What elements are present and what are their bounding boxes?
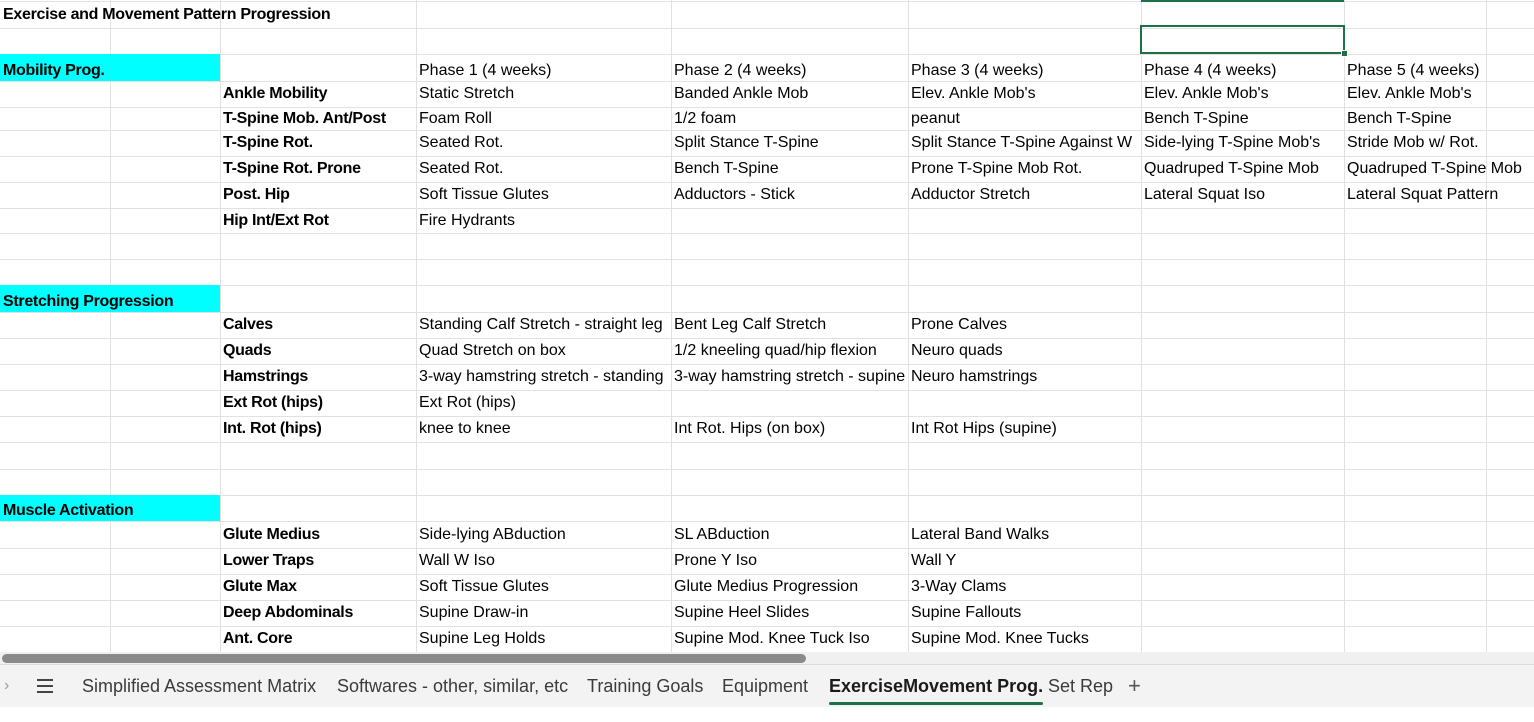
row-label[interactable]: Glute Max: [223, 578, 297, 595]
row-label[interactable]: Deep Abdominals: [223, 604, 354, 621]
exercise-cell[interactable]: knee to knee: [419, 420, 511, 437]
exercise-cell[interactable]: Soft Tissue Glutes: [419, 186, 549, 203]
exercise-cell[interactable]: Bench T-Spine: [1347, 110, 1452, 127]
hamburger-menu-icon[interactable]: [36, 665, 54, 707]
phase-header[interactable]: Phase 5 (4 weeks): [1347, 62, 1480, 79]
phase-header[interactable]: Phase 2 (4 weeks): [674, 62, 807, 79]
phase-header[interactable]: Phase 4 (4 weeks): [1144, 62, 1277, 79]
plus-icon[interactable]: +: [1128, 673, 1141, 698]
exercise-cell[interactable]: Int Rot. Hips (on box): [674, 420, 826, 437]
exercise-cell[interactable]: Split Stance T-Spine Against W: [911, 134, 1133, 151]
selected-column-marker: [1141, 0, 1344, 2]
tab-exercise-movement-prog-label: ExerciseMovement Prog.: [829, 676, 1044, 696]
exercise-cell[interactable]: Fire Hydrants: [419, 212, 516, 229]
tab-simplified-assessment-matrix[interactable]: Simplified Assessment Matrix: [82, 676, 317, 696]
exercise-cell[interactable]: Supine Mod. Knee Tucks: [911, 630, 1089, 647]
row-label[interactable]: Int. Rot (hips): [223, 420, 322, 437]
row-gridline: [0, 285, 1534, 286]
row-label[interactable]: Calves: [223, 316, 273, 333]
exercise-cell[interactable]: Prone Calves: [911, 316, 1008, 333]
row-label[interactable]: T-Spine Rot. Prone: [223, 160, 361, 177]
exercise-cell[interactable]: Elev. Ankle Mob's: [911, 85, 1036, 102]
exercise-cell[interactable]: Neuro hamstrings: [911, 368, 1038, 385]
tab-training-goals[interactable]: Training Goals: [587, 676, 704, 696]
exercise-cell[interactable]: peanut: [911, 110, 960, 127]
exercise-cell[interactable]: SL ABduction: [674, 526, 770, 543]
exercise-cell[interactable]: Glute Medius Progression: [674, 578, 859, 595]
exercise-cell[interactable]: Wall Y: [911, 552, 957, 569]
phase-header[interactable]: Phase 1 (4 weeks): [419, 62, 552, 79]
exercise-cell[interactable]: Split Stance T-Spine: [674, 134, 819, 151]
sheet-tab-bar: [0, 664, 1534, 707]
column-gridline: [110, 0, 111, 652]
exercise-cell[interactable]: Seated Rot.: [419, 160, 504, 177]
exercise-cell[interactable]: Elev. Ankle Mob's: [1347, 85, 1472, 102]
exercise-cell[interactable]: Prone Y Iso: [674, 552, 758, 569]
exercise-cell[interactable]: 3-way hamstring stretch - supine: [674, 368, 906, 385]
exercise-cell[interactable]: Wall W Iso: [419, 552, 495, 569]
exercise-cell[interactable]: Supine Mod. Knee Tuck Iso: [674, 630, 870, 647]
exercise-cell[interactable]: Supine Leg Holds: [419, 630, 546, 647]
exercise-cell[interactable]: Quad Stretch on box: [419, 342, 566, 359]
exercise-cell[interactable]: Elev. Ankle Mob's: [1144, 85, 1269, 102]
exercise-cell[interactable]: 1/2 foam: [674, 110, 737, 127]
phase-header[interactable]: Phase 3 (4 weeks): [911, 62, 1044, 79]
exercise-cell[interactable]: Lateral Squat Pattern: [1347, 186, 1499, 203]
tab-softwares[interactable]: Softwares - other, similar, etc: [337, 676, 569, 696]
exercise-cell[interactable]: Adductor Stretch: [911, 186, 1031, 203]
section-header[interactable]: Mobility Prog.: [0, 54, 220, 81]
exercise-cell[interactable]: Bent Leg Calf Stretch: [674, 316, 827, 333]
row-gridline: [0, 495, 1534, 496]
row-label[interactable]: Hamstrings: [223, 368, 309, 385]
exercise-cell[interactable]: Standing Calf Stretch - straight leg: [419, 316, 663, 333]
row-label[interactable]: Post. Hip: [223, 186, 290, 203]
exercise-cell[interactable]: Supine Fallouts: [911, 604, 1022, 621]
tab-equipment[interactable]: Equipment: [722, 676, 809, 696]
row-gridline: [0, 442, 1534, 443]
exercise-cell[interactable]: Soft Tissue Glutes: [419, 578, 549, 595]
exercise-cell[interactable]: Ext Rot (hips): [419, 394, 516, 411]
tab-exercise-movement-prog[interactable]: [829, 665, 1043, 707]
exercise-cell[interactable]: Side-lying ABduction: [419, 526, 566, 543]
exercise-cell[interactable]: Prone T-Spine Mob Rot.: [911, 160, 1083, 177]
row-label[interactable]: Glute Medius: [223, 526, 320, 543]
row-label[interactable]: T-Spine Mob. Ant/Post: [223, 110, 386, 127]
exercise-cell[interactable]: Quadruped T-Spine Mob: [1144, 160, 1319, 177]
row-label[interactable]: Ext Rot (hips): [223, 394, 323, 411]
exercise-cell[interactable]: Banded Ankle Mob: [674, 85, 809, 102]
row-label[interactable]: T-Spine Rot.: [223, 134, 313, 151]
active-tab-indicator: [829, 702, 1043, 705]
exercise-cell[interactable]: Bench T-Spine: [674, 160, 779, 177]
horizontal-scrollbar-thumb[interactable]: [2, 654, 806, 663]
exercise-cell[interactable]: Bench T-Spine: [1144, 110, 1249, 127]
exercise-cell[interactable]: 1/2 kneeling quad/hip flexion: [674, 342, 877, 359]
chevron-right-icon[interactable]: ›: [4, 677, 10, 694]
row-gridline: [0, 259, 1534, 260]
row-label[interactable]: Ankle Mobility: [223, 85, 328, 102]
exercise-cell[interactable]: Seated Rot.: [419, 134, 504, 151]
exercise-cell[interactable]: Neuro quads: [911, 342, 1003, 359]
exercise-cell[interactable]: Quadruped T-Spine Mob: [1347, 160, 1522, 177]
exercise-cell[interactable]: 3-way hamstring stretch - standing: [419, 368, 664, 385]
section-header[interactable]: Stretching Progression: [0, 285, 220, 312]
exercise-cell[interactable]: Lateral Squat Iso: [1144, 186, 1265, 203]
row-gridline: [0, 233, 1534, 234]
column-gridline: [1486, 0, 1487, 652]
exercise-cell[interactable]: 3-Way Clams: [911, 578, 1007, 595]
row-label[interactable]: Lower Traps: [223, 552, 314, 569]
fill-handle[interactable]: [1341, 50, 1348, 57]
row-gridline: [0, 469, 1534, 470]
exercise-cell[interactable]: Foam Roll: [419, 110, 492, 127]
section-header[interactable]: Muscle Activation: [0, 495, 220, 521]
sheet-title[interactable]: Exercise and Movement Pattern Progression: [3, 6, 331, 23]
exercise-cell[interactable]: Static Stretch: [419, 85, 515, 102]
exercise-cell[interactable]: Int Rot Hips (supine): [911, 420, 1057, 437]
tab-set-rep[interactable]: Set Rep: [1048, 676, 1114, 696]
exercise-cell[interactable]: Supine Heel Slides: [674, 604, 810, 621]
row-label[interactable]: Quads: [223, 342, 272, 359]
exercise-cell[interactable]: Stride Mob w/ Rot.: [1347, 134, 1479, 151]
selected-cell[interactable]: [1140, 25, 1345, 54]
row-label[interactable]: Hip Int/Ext Rot: [223, 212, 329, 229]
exercise-cell[interactable]: Supine Draw-in: [419, 604, 529, 621]
exercise-cell[interactable]: Lateral Band Walks: [911, 526, 1050, 543]
row-label[interactable]: Ant. Core: [223, 630, 293, 647]
exercise-cell[interactable]: Side-lying T-Spine Mob's: [1144, 134, 1321, 151]
exercise-cell[interactable]: Adductors - Stick: [674, 186, 795, 203]
